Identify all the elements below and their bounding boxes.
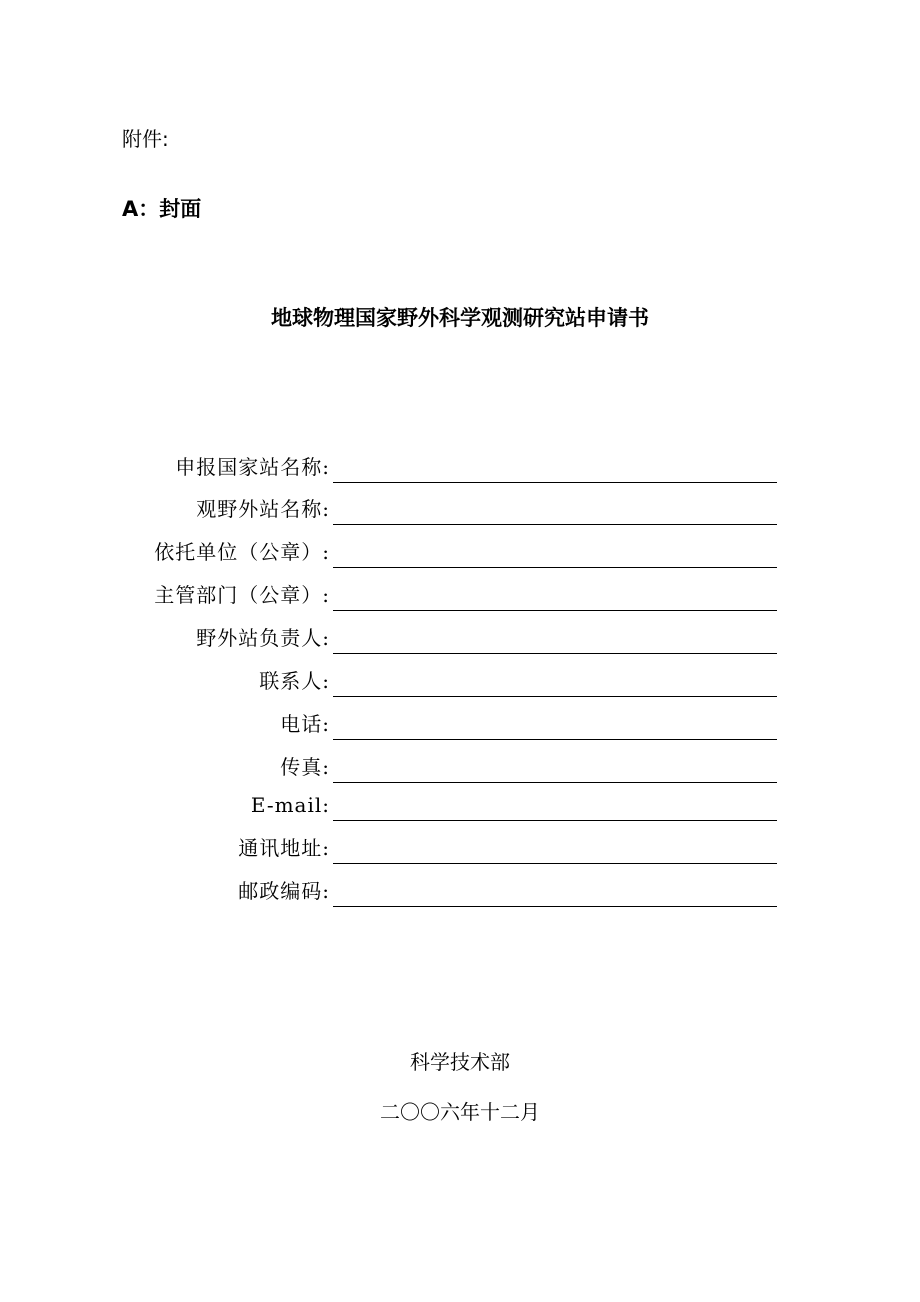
form-row-station-head — [100, 614, 777, 654]
form-row-address — [100, 824, 777, 864]
form-row-field-station-name — [100, 485, 777, 525]
fill-line[interactable] — [333, 906, 777, 907]
form-label: 通讯地址: — [238, 836, 330, 860]
attachment-label: 附件: — [122, 127, 169, 151]
form-row-phone — [100, 700, 777, 740]
form-row-station-name — [100, 443, 777, 483]
form-label: 野外站负责人: — [196, 626, 330, 650]
section-heading: A：封面 — [122, 197, 202, 221]
form-row-email — [100, 781, 777, 821]
form-label: E-mail: — [250, 793, 330, 817]
form-label: 联系人: — [259, 669, 330, 693]
form-row-fax — [100, 743, 777, 783]
fill-line[interactable] — [333, 820, 777, 821]
document-title: 地球物理国家野外科学观测研究站申请书 — [271, 306, 649, 330]
form-label: 传真: — [280, 755, 330, 779]
form-label: 电话: — [280, 712, 330, 736]
fill-line[interactable] — [333, 696, 777, 697]
fill-line[interactable] — [333, 653, 777, 654]
form-row-contact-person — [100, 657, 777, 697]
issuing-ministry: 科学技术部 — [410, 1050, 510, 1074]
fill-line[interactable] — [333, 524, 777, 525]
issue-date: 二〇〇六年十二月 — [380, 1100, 540, 1124]
form-label: 观野外站名称: — [196, 497, 330, 521]
form-label: 申报国家站名称: — [175, 455, 330, 479]
fill-line[interactable] — [333, 739, 777, 740]
form-label: 依托单位（公章）: — [154, 540, 330, 564]
fill-line[interactable] — [333, 863, 777, 864]
fill-line[interactable] — [333, 567, 777, 568]
form-label: 主管部门（公章）: — [154, 583, 330, 607]
form-label: 邮政编码: — [238, 879, 330, 903]
form-row-postal-code — [100, 867, 777, 907]
fill-line[interactable] — [333, 610, 777, 611]
form-row-supervising-dept — [100, 571, 777, 611]
form-row-host-institution — [100, 528, 777, 568]
fill-line[interactable] — [333, 482, 777, 483]
